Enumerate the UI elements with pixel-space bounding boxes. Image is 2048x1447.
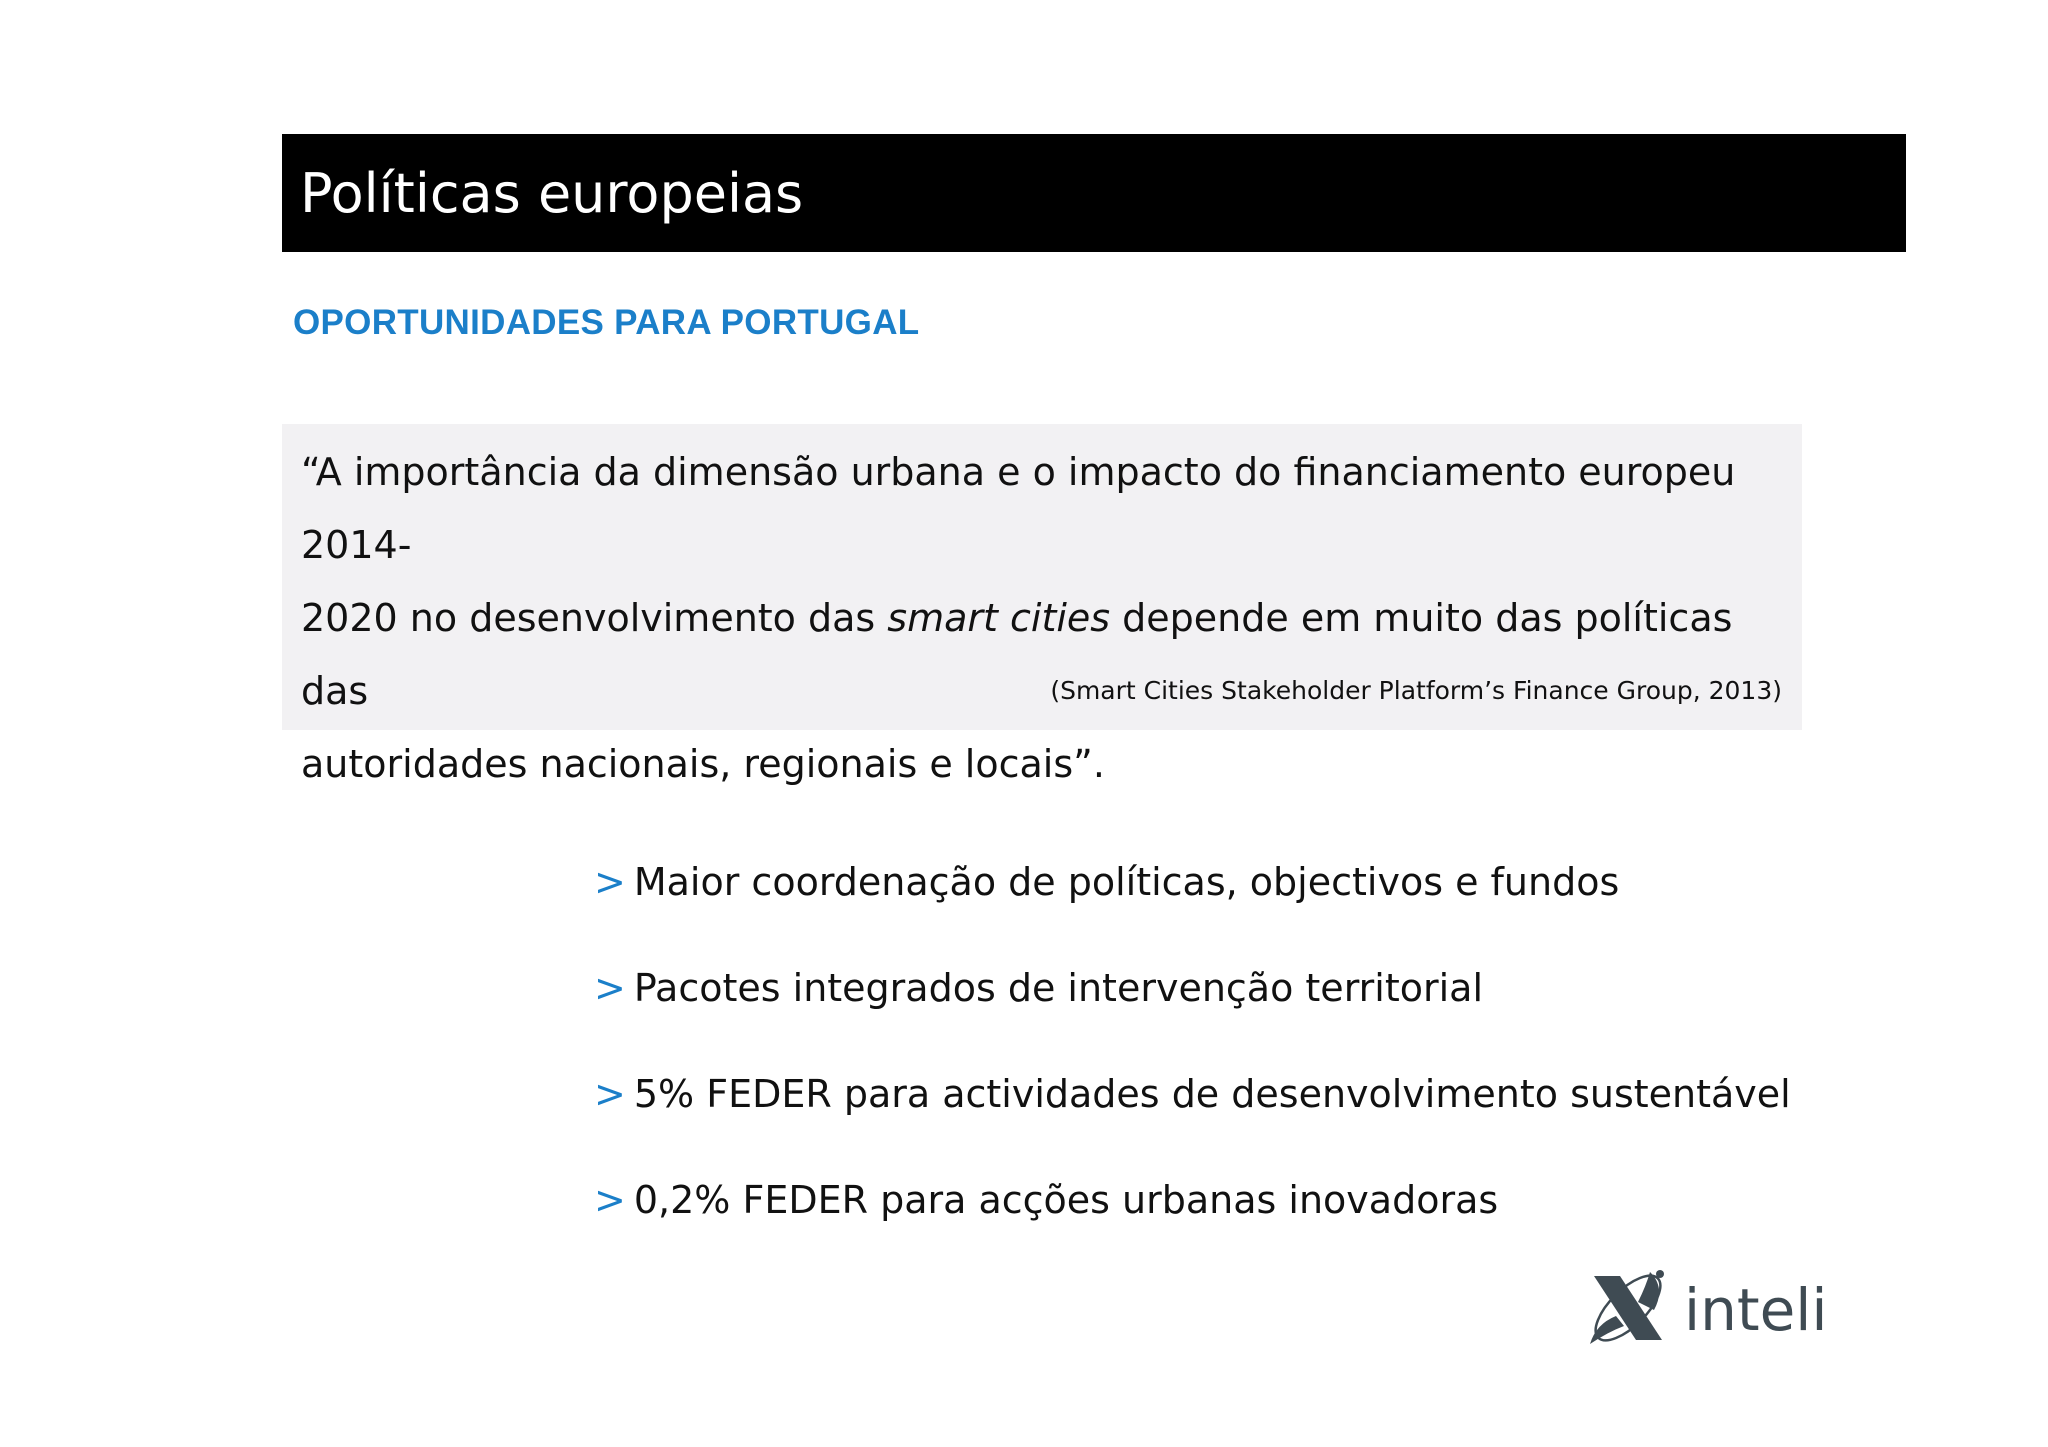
inteli-logo: [1580, 1258, 1830, 1358]
bullet-marker: >: [594, 966, 626, 1010]
logo-text: inteli: [1684, 1276, 1828, 1344]
bullet-marker: >: [594, 1072, 626, 1116]
quote-box: [282, 424, 1802, 786]
quote-line-2-start: 2020 no desenvolvimento das: [301, 596, 888, 640]
bullet-marker: >: [594, 860, 626, 904]
bullet-text: Pacotes integrados de intervenção territorial: [633, 966, 1483, 1010]
bullet-list: [594, 852, 1791, 1276]
quote-source: (Smart Cities Stakeholder Platform’s Finance Group, 2013): [1050, 676, 1782, 705]
list-item: [594, 958, 1791, 1064]
title-bar: [282, 134, 1906, 252]
bullet-text: Maior coordenação de políticas, objectivos e fundos: [633, 860, 1620, 904]
bullet-marker: >: [594, 1178, 626, 1222]
section-subtitle: OPORTUNIDADES PARA PORTUGAL: [293, 303, 920, 342]
bullet-text: 0,2% FEDER para acções urbanas inovadoras: [633, 1178, 1499, 1222]
quote-line-2-italic: smart cities: [887, 596, 1111, 640]
quote-line-2-end: depende em muito das políticas das: [301, 596, 1733, 713]
page-title: Políticas europeias: [300, 161, 804, 225]
quote-line-1: “A importância da dimensão urbana e o impacto do financiamento europeu 2014-: [301, 450, 1736, 567]
quote-line-3: autoridades nacionais, regionais e locais”.: [301, 742, 1105, 786]
list-item: [594, 852, 1791, 958]
inteli-logo-icon: [1580, 1258, 1830, 1358]
quote-text: [301, 436, 1784, 801]
list-item: [594, 1064, 1791, 1170]
bullet-text: 5% FEDER para actividades de desenvolvimento sustentável: [633, 1072, 1791, 1116]
